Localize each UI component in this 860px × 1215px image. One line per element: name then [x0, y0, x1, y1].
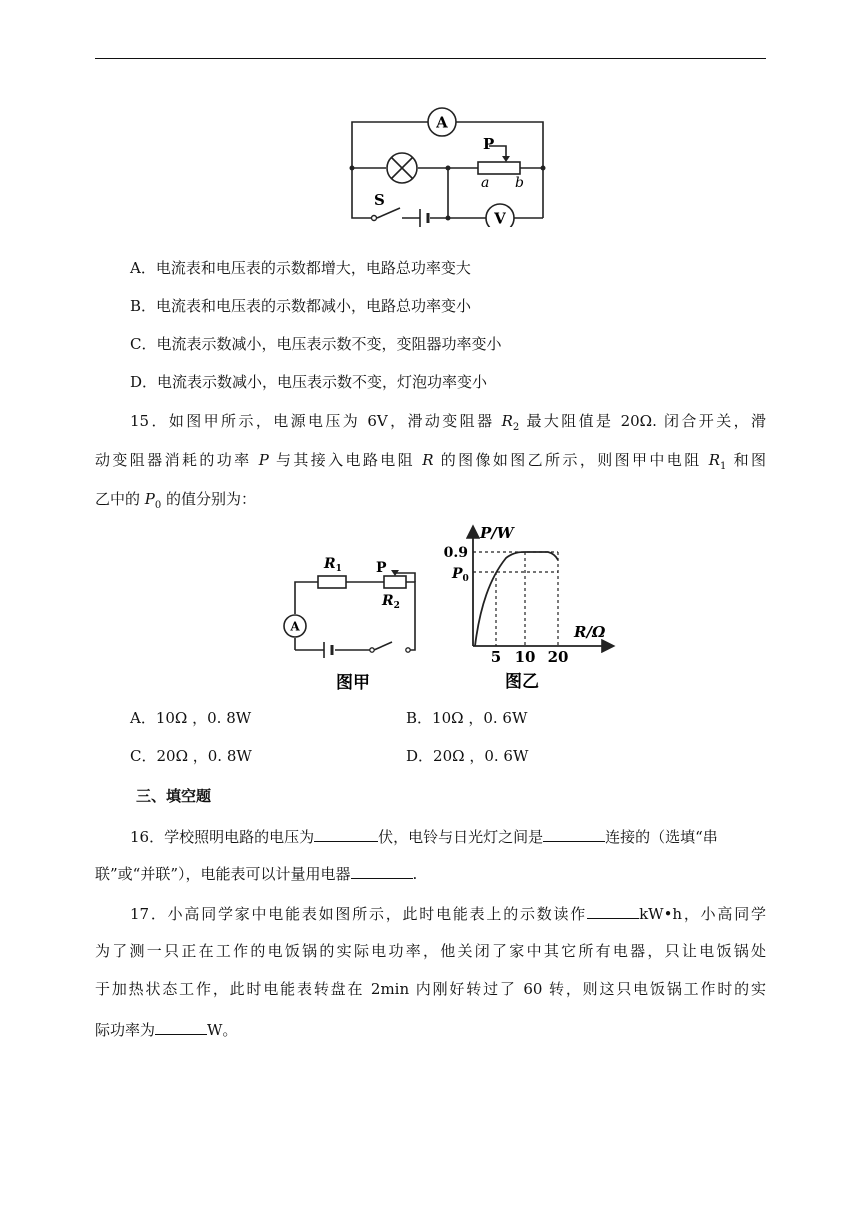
r2-label: $R_2$: [382, 593, 400, 611]
ammeter-label: A: [290, 619, 300, 634]
r1-label: $R_1$: [324, 556, 342, 574]
q15-line-2: 动变阻器消耗的功率 P 与其接入电路电阻 R 的图像如图乙所示，则图甲中电阻 $R_1$ 和图: [95, 451, 766, 472]
figure-jia-caption: 图甲: [336, 673, 370, 693]
q14-option-a: A．电流表和电压表的示数都增大，电路总功率变大: [130, 259, 471, 277]
rheostat-r2-icon: [384, 576, 406, 588]
power-curve: [475, 552, 558, 646]
voltmeter-label: V: [494, 209, 506, 227]
slider-label: P: [483, 135, 495, 153]
q14-option-c: C．电流表示数减小，电压表示数不变，变阻器功率变小: [130, 335, 502, 353]
q16-blank-2[interactable]: [543, 825, 605, 842]
q14-option-d: D．电流表示数减小，电压表示数不变，灯泡功率变小: [130, 373, 488, 391]
q17-line-4: 际功率为 W。: [95, 1018, 766, 1040]
q16-blank-3[interactable]: [351, 862, 413, 879]
y-tick-0.9: 0.9: [443, 545, 468, 561]
switch-label: S: [374, 191, 385, 209]
end-b-label: b: [515, 175, 524, 191]
q15-line-3: 乙中的 $P_0$ 的值分别为：: [95, 490, 257, 511]
q17-line-3: 于加热状态工作，此时电能表转盘在 2min 内刚好转过了 60 转，则这只电饭锅工作时的实: [95, 980, 766, 998]
power-resistance-graph: [440, 520, 620, 698]
x-tick-10: 10: [514, 648, 536, 666]
rheostat-icon: [478, 162, 520, 174]
q16-blank-1[interactable]: [314, 825, 378, 842]
y-tick-p0: $P_0$: [452, 566, 469, 584]
q17-line-1: 17．小高同学家中电能表如图所示，此时电能表上的示数读作 kW•h，小高同学: [130, 902, 766, 924]
q15-line-1: 15．如图甲所示，电源电压为 6V，滑动变阻器 $R_2$ 最大阻值是 20Ω. 闭合开关，滑: [130, 412, 766, 433]
q15-option-c: C．20Ω ，0. 8W: [130, 747, 252, 765]
y-axis-label: P/W: [480, 524, 514, 542]
q17-line-2: 为了测一只正在工作的电饭锅的实际电功率，他关闭了家中其它所有电器，只让电饭锅处: [95, 942, 766, 960]
q15-option-d: D．20Ω ，0. 6W: [406, 747, 529, 765]
q15-option-b: B．10Ω ，0. 6W: [406, 709, 528, 727]
q17-blank-2[interactable]: [155, 1018, 207, 1035]
x-tick-20: 20: [547, 648, 569, 666]
q16-line-2: 联”或“并联”），电能表可以计量用电器 .: [95, 862, 766, 884]
slider-p-label: P: [376, 560, 387, 576]
section-title: 三、填空题: [136, 787, 212, 805]
q16-line-1: 16．学校照明电路的电压为 伏，电铃与日光灯之间是 连接的（选填“串: [130, 825, 801, 847]
x-tick-5: 5: [490, 648, 502, 666]
battery-icon: [324, 642, 332, 658]
header-rule: [95, 58, 766, 59]
q15-option-a: A．10Ω ，0. 8W: [130, 709, 252, 727]
q14-option-b: B．电流表和电压表的示数都减小，电路总功率变小: [130, 297, 472, 315]
circuit-figure-q14: [340, 102, 555, 227]
x-axis-label: R/Ω: [574, 623, 606, 641]
figure-yi-caption: 图乙: [505, 672, 539, 692]
q17-blank-1[interactable]: [587, 902, 639, 919]
battery-icon: [420, 209, 428, 227]
resistor-r1-icon: [318, 576, 346, 588]
circuit-figure-jia: [280, 548, 430, 698]
ammeter-label: A: [436, 113, 448, 132]
end-a-label: a: [481, 175, 490, 191]
